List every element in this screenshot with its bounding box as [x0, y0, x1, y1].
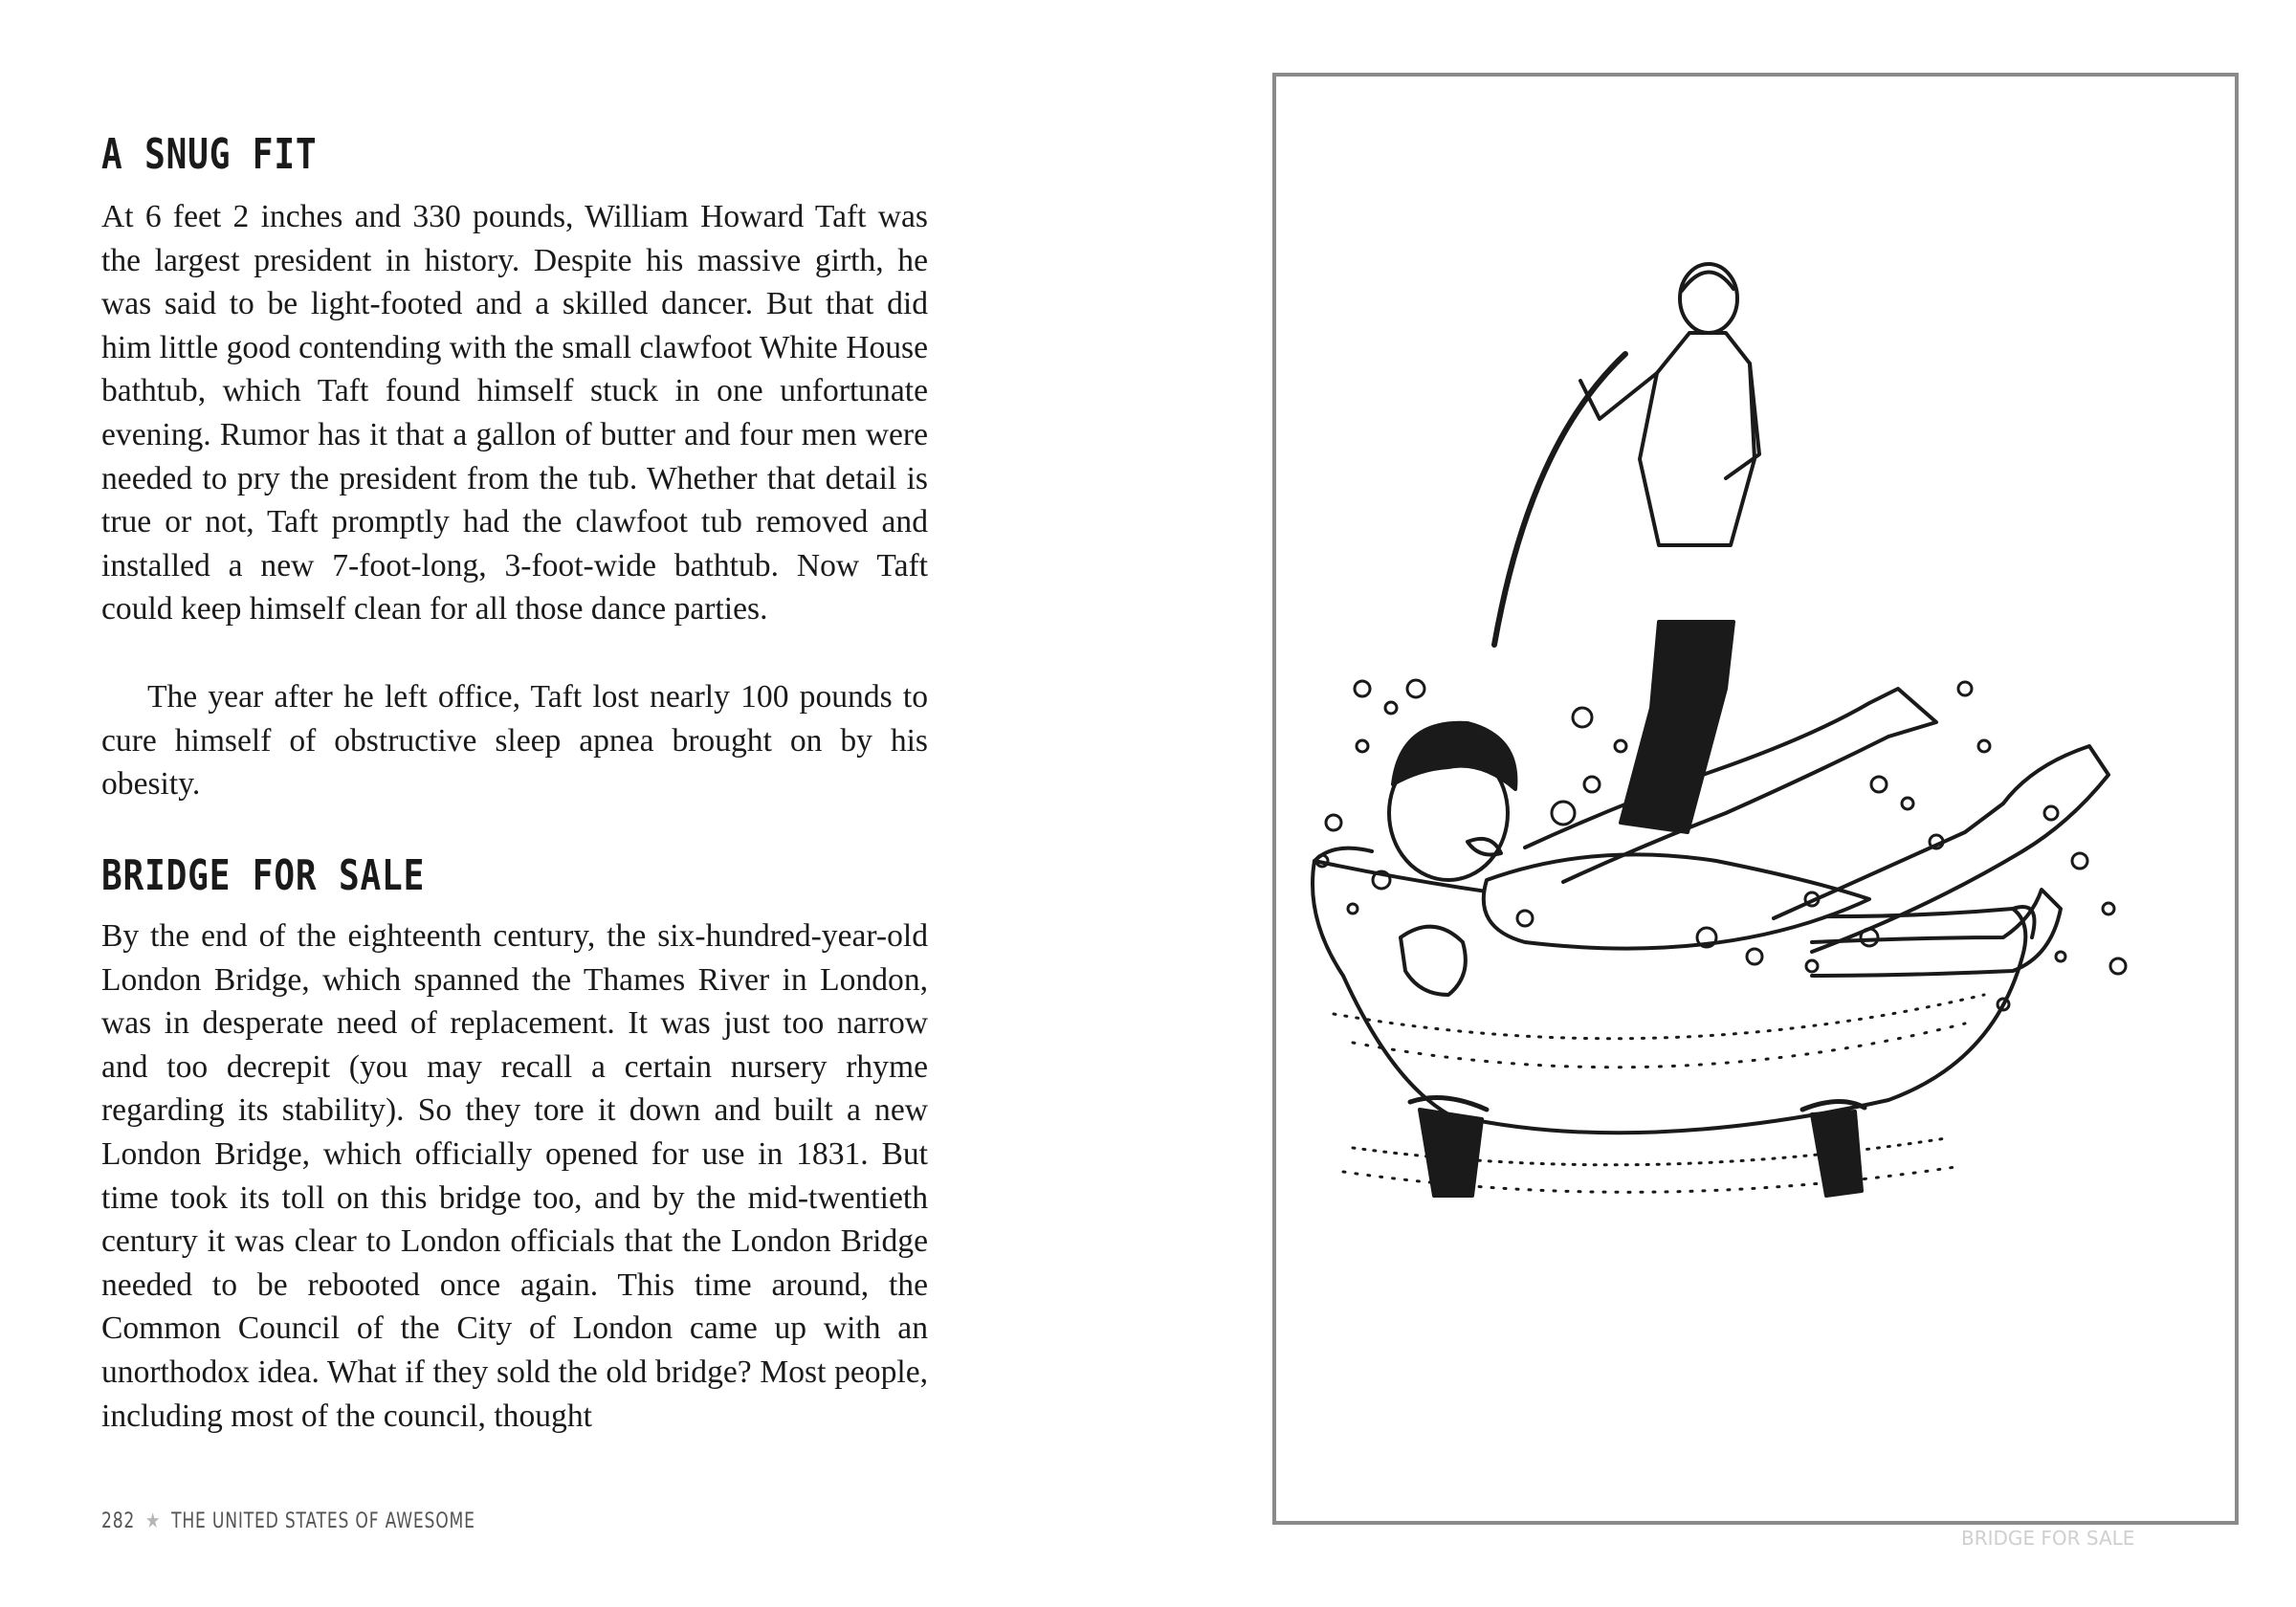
snug-fit-paragraph-2: The year after he left office, Taft lost nearly 100 pounds to cure himself of obstructive sleep apnea brought on by his obesity. [101, 679, 928, 803]
page-number: 282 [101, 1509, 136, 1533]
bridge-paragraph-1: By the end of the eighteenth century, the six-hundred-year-old London Bridge, which spanned the Thames River in London, was in desperate need of replacement. It was just too narrow and too decrepit (you may recall a certain nursery rhyme regarding its stability). So they tore it down and built a new London Bridge, which officially opened for use in 1831. But time took its toll on this bridge too, and by the mid-twentieth century it was clear to London officials that the London Bridge needed to be rebooted once again. This time around, the Common Council of the City of London came up with an unorthodox idea. What if they sold the old bridge? Most people, including most of the council, thought [101, 918, 928, 1434]
section-heading-snug-fit: A SNUG FIT [101, 130, 318, 179]
star-icon: ★ [145, 1509, 162, 1533]
right-page-footer: BRIDGE FOR SALE [1961, 1527, 2135, 1550]
book-title: THE UNITED STATES OF AWESOME [171, 1509, 475, 1533]
right-page [1148, 0, 2296, 1607]
section-heading-bridge-for-sale: BRIDGE FOR SALE [101, 851, 426, 900]
illustration-frame [1272, 73, 2239, 1525]
snug-fit-paragraph-1: At 6 feet 2 inches and 330 pounds, William Howard Taft was the largest president in history. Despite his massive girth, he was said to be light-footed and a skilled dancer. But that did him little good contending with the small clawfoot White House bathtub, which Taft found himself stuck in one unfortunate evening. Rumor has it that a gallon of butter and four men were needed to pry the president from the tub. Whether that detail is true or not, Taft promptly had the clawfoot tub removed and installed a new 7-foot-long, 3-foot-wide bathtub. Now Taft could keep himself clean for all those dance parties. [101, 199, 928, 627]
bathtub-illustration [1276, 77, 2235, 1521]
page-footer [101, 1509, 475, 1533]
